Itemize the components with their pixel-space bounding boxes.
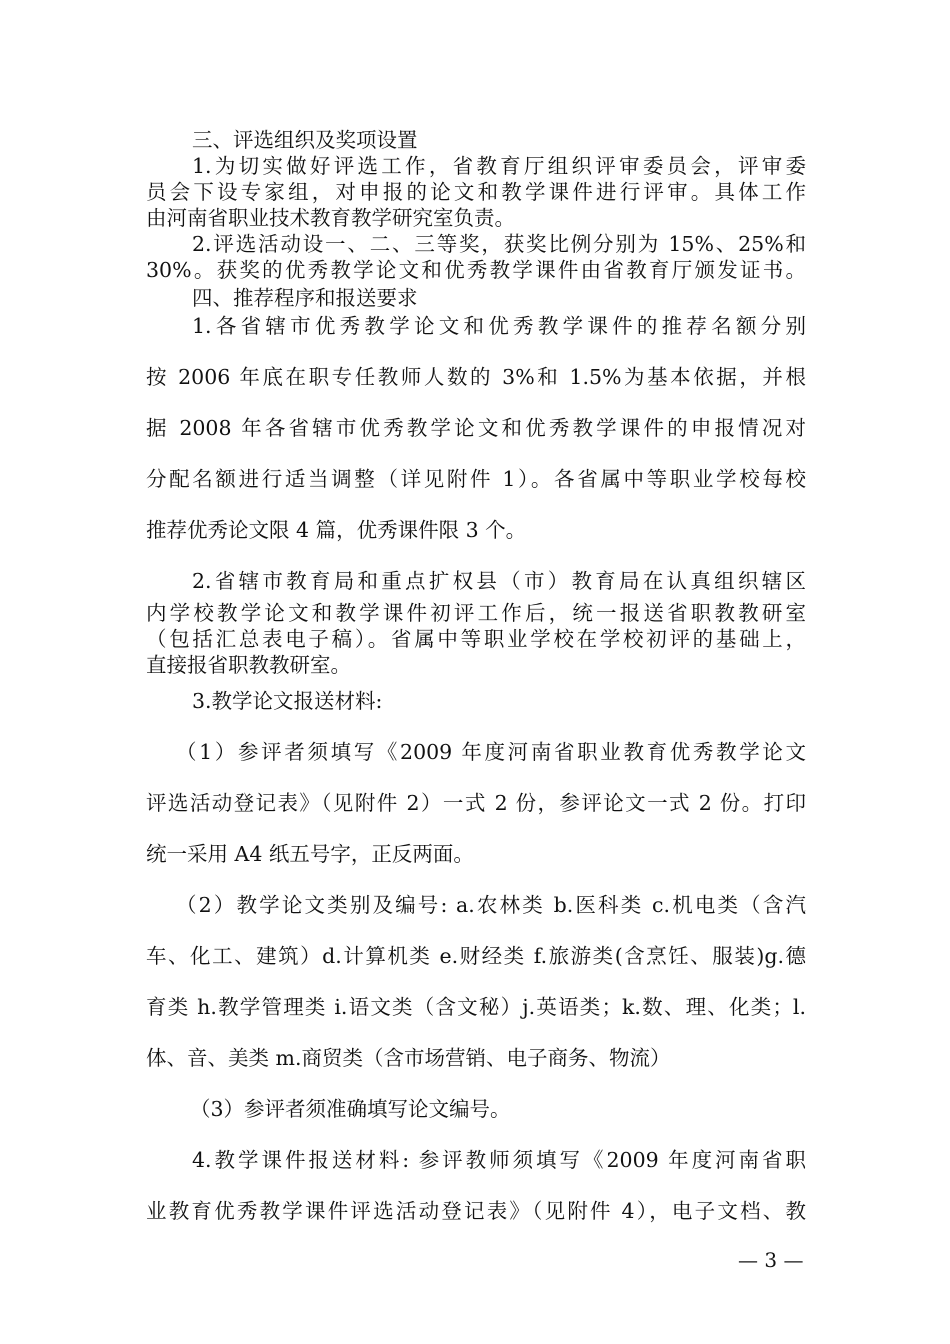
paragraph-line: 3.教学论文报送材料: — [192, 689, 383, 713]
paragraph-line: （2）教学论文类别及编号: a.农林类 b.医科类 c.机电类（含汽 — [176, 893, 806, 917]
paragraph-line: 4.教学课件报送材料: 参评教师须填写《2009 年度河南省职 — [192, 1148, 806, 1172]
paragraph-line: 分配名额进行适当调整（详见附件 1）。各省属中等职业学校每校 — [146, 467, 806, 491]
paragraph-line: （3）参评者须准确填写论文编号。 — [190, 1097, 511, 1121]
paragraph-line: 2.评选活动设一、二、三等奖，获奖比例分别为 15%、25%和 — [192, 232, 806, 256]
page-number: — 3 — — [738, 1248, 804, 1272]
paragraph-line: 1.为切实做好评选工作，省教育厅组织评审委员会，评审委 — [192, 154, 806, 178]
paragraph-line: 评选活动登记表》（见附件 2）一式 2 份，参评论文一式 2 份。打印 — [146, 791, 806, 815]
paragraph-line: 车、化工、建筑）d.计算机类 e.财经类 f.旅游类(含烹饪、服装)g.德 — [146, 944, 806, 968]
paragraph-line: 30%。获奖的优秀教学论文和优秀教学课件由省教育厅颁发证书。 — [146, 258, 806, 282]
paragraph-line: 2.省辖市教育局和重点扩权县（市）教育局在认真组织辖区 — [192, 569, 806, 593]
paragraph-line: 育类 h.教学管理类 i.语文类（含文秘）j.英语类；k.数、理、化类；l. — [146, 995, 806, 1019]
paragraph-line: 由河南省职业技术教育教学研究室负责。 — [146, 206, 515, 230]
section-heading-3: 三、评选组织及奖项设置 — [192, 128, 418, 152]
paragraph-line: （1）参评者须填写《2009 年度河南省职业教育优秀教学论文 — [176, 740, 806, 764]
paragraph-line: 1.各省辖市优秀教学论文和优秀教学课件的推荐名额分别 — [192, 314, 806, 338]
section-heading-4: 四、推荐程序和报送要求 — [192, 286, 418, 310]
paragraph-line: 员会下设专家组，对申报的论文和教学课件进行评审。具体工作 — [146, 180, 806, 204]
paragraph-line: 统一采用 A4 纸五号字，正反两面。 — [146, 842, 474, 866]
paragraph-line: 体、音、美类 m.商贸类（含市场营销、电子商务、物流） — [146, 1046, 671, 1070]
paragraph-line: 据 2008 年各省辖市优秀教学论文和优秀教学课件的申报情况对 — [146, 416, 806, 440]
paragraph-line: 业教育优秀教学课件评选活动登记表》（见附件 4），电子文档、教 — [146, 1199, 806, 1223]
paragraph-line: （包括汇总表电子稿）。省属中等职业学校在学校初评的基础上， — [146, 627, 806, 651]
paragraph-line: 内学校教学论文和教学课件初评工作后，统一报送省职教教研室 — [146, 601, 806, 625]
paragraph-line: 按 2006 年底在职专任教师人数的 3%和 1.5%为基本依据，并根 — [146, 365, 806, 389]
paragraph-line: 推荐优秀论文限 4 篇，优秀课件限 3 个。 — [146, 518, 527, 542]
paragraph-line: 直接报省职教教研室。 — [146, 653, 351, 677]
